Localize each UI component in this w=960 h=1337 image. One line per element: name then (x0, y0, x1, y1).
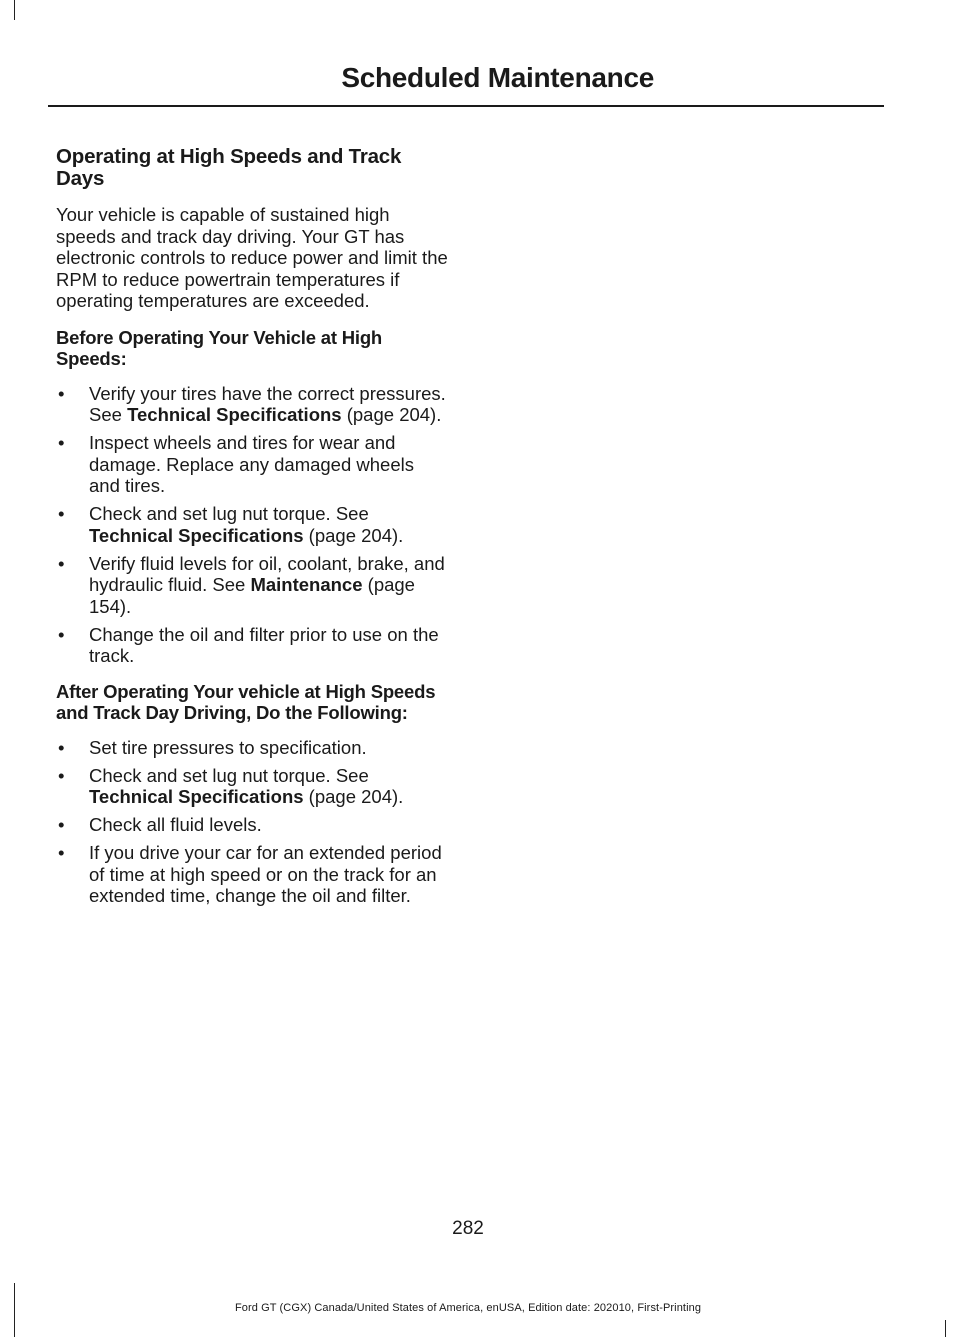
bullet-icon: • (58, 842, 65, 863)
list-item: • Verify fluid levels for oil, coolant, brake, and hydraulic fluid. See Maintenance (page 154). (58, 552, 445, 617)
intro-paragraph: Your vehicle is capable of sustained high speeds and track day driving. Your GT has electronic controls to reduce power and limit the RPM to reduce powertrain temperatures if operating temperatures are exceeded. (56, 204, 448, 311)
crop-mark-bottom-right (945, 1320, 946, 1337)
list-item: • If you drive your car for an extended period of time at high speed or on the track for an extended time, change the oil and filter. (58, 842, 442, 906)
bullet-icon: • (58, 552, 65, 574)
bullet-icon: • (58, 623, 65, 645)
list-item: • Check and set lug nut torque. See Technical Specifications (page 204). (58, 503, 404, 546)
bullet-icon: • (58, 432, 65, 453)
cross-reference-link[interactable]: Maintenance (250, 574, 363, 595)
bullet-icon: • (58, 764, 65, 786)
header-rule (48, 105, 884, 107)
footer-edition-info: Ford GT (CGX) Canada/United States of America, enUSA, Edition date: 202010, First-Printing (234, 1302, 702, 1314)
bullet-icon: • (58, 503, 65, 524)
list-item: • Check all fluid levels. (58, 814, 262, 835)
after-heading: After Operating Your vehicle at High Speeds and Track Day Driving, Do the Following: (56, 680, 436, 723)
bullet-icon: • (58, 736, 65, 758)
before-list (56, 383, 448, 667)
section-title: Operating at High Speeds and Track Days (56, 145, 402, 190)
bullet-icon: • (58, 382, 65, 404)
main-column (56, 146, 448, 921)
before-heading: Before Operating Your Vehicle at High Speeds: (56, 326, 383, 369)
page-number: 282 (452, 1218, 484, 1239)
bullet-icon: • (58, 814, 65, 835)
crop-mark-top-left (14, 0, 15, 20)
list-item: • Inspect wheels and tires for wear and damage. Replace any damaged wheels and tires. (58, 432, 414, 496)
list-item: • Change the oil and filter prior to use on the track. (58, 623, 439, 666)
list-item: • Check and set lug nut torque. See Technical Specifications (page 204). (58, 764, 404, 807)
cross-reference-link[interactable]: Technical Specifications (89, 524, 304, 546)
after-list (56, 737, 448, 907)
cross-reference-link[interactable]: Technical Specifications (89, 786, 304, 807)
page-header-title: Scheduled Maintenance (341, 62, 654, 93)
list-item: • Verify your tires have the correct pressures. See Technical Specifications (page 204). (58, 382, 446, 425)
list-item: • Set tire pressures to specification. (58, 736, 367, 758)
cross-reference-link[interactable]: Technical Specifications (127, 404, 342, 425)
